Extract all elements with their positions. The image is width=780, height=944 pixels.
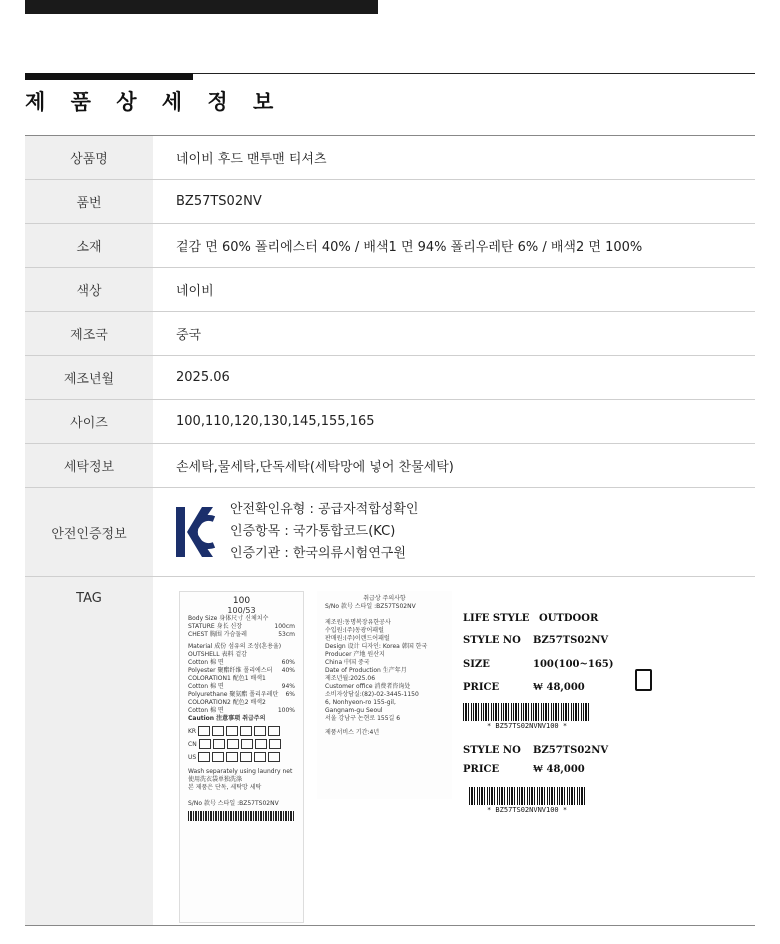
- care-symbols-cn: CN: [188, 739, 295, 749]
- row-label: 사이즈: [25, 400, 153, 444]
- row-value: BZ57TS02NV: [176, 194, 262, 209]
- table-row: [25, 356, 755, 400]
- row-value: 네이비 후드 맨투맨 티셔츠: [176, 152, 327, 167]
- row-value: 네이비: [176, 284, 214, 299]
- row-label: 안전인증정보: [25, 488, 153, 577]
- row-value: [153, 577, 755, 926]
- table-row: [25, 180, 755, 224]
- table-row: [25, 136, 755, 180]
- row-value: 100,110,120,130,145,155,165: [176, 414, 375, 429]
- kc-mark-icon: [176, 503, 216, 561]
- row-value: 겉감 면 60% 폴리에스터 40% / 배색1 면 94% 폴리우레탄 6% / 배색2 면 100%: [176, 240, 643, 255]
- table-row: [25, 444, 755, 488]
- care-symbols-us: US: [188, 752, 295, 762]
- product-image-bottom-edge: [25, 0, 378, 14]
- table-row-tag: [25, 577, 755, 926]
- row-value: [153, 488, 755, 577]
- barcode: [188, 811, 295, 821]
- safety-item: 인증항목 : 국가통합코드(KC): [230, 524, 396, 539]
- price-tag: LIFE STYLE OUTDOOR STYLE NO BZ57TS02NV SIZE 100(100~165) PRICE ₩ 48,000 * BZ57TS02NVNV100 * STYLE NO BZ57TS02NV PRICE ₩ 48,000 * BZ57TS02NVNV100 *: [463, 597, 628, 822]
- section-divider-accent: [25, 73, 193, 80]
- row-label: 품번: [25, 180, 153, 224]
- row-label: 소재: [25, 224, 153, 268]
- row-label: TAG: [25, 577, 153, 926]
- table-row: [25, 400, 755, 444]
- safety-agency: 인증기관 : 한국의류시험연구원: [230, 546, 406, 561]
- row-value: 중국: [176, 328, 202, 343]
- row-label: 상품명: [25, 136, 153, 180]
- row-label: 색상: [25, 268, 153, 312]
- care-label: 100 100/53 Body Size 身体尺寸 신체치수 STATURE 身长 신장 100cm CHEST 胸围 가슴둘레 53cm Material 成份 섬유의 조성(혼용율) OUTSHELL 表料 겉감 Cotton 棉 면 60% Polyester 聚酯纤维 폴리에스터 40% COLORATION1 配色1 배색1 Cotton 棉 면 94% Polyurethane 聚氨酯 폴리우레탄 6% COLORATION2 配色2 배색2 Cotton 棉 면 100% Caution 注意事项 취급주의 KR CN US Wash separately using laundry net 使用洗衣袋单独洗涤 본 제품은 단독, 세탁망 세탁 S/No 款号 스타일 :BZ57TS02NV: [179, 591, 304, 923]
- table-row: [25, 312, 755, 356]
- table-row: [25, 268, 755, 312]
- tag-photo: [153, 577, 755, 925]
- barcode: [469, 787, 587, 805]
- care-symbols-kr: KR: [188, 726, 295, 736]
- table-row: [25, 224, 755, 268]
- barcode: [463, 703, 591, 721]
- row-value: 손세탁,물세탁,단독세탁(세탁망에 넣어 찬물세탁): [176, 460, 454, 475]
- section-title: 제 품 상 세 정 보: [25, 90, 283, 114]
- row-value: 2025.06: [176, 370, 230, 385]
- manufacturer-label: 취급상 주의사항 S/No 款号 스타일 :BZ57TS02NV 제조원:동명복장유한공사 수입원:(주)동광어패럴 판매원:(주)이랜드어패럴 Design 设计 디자인: Korea 韩国 한국 Producer 产地 원산지 China 中国 중국 Date of Production 生产年月 제조년월:2025.06 Customer office 消费者咨询处 소비자상담실:(82)-02-3445-1150 6, Nonhyeon-ro 155-gil, Gangnam-gu Seoul 서울 강남구 논현로 155길 6 제품서비스 기간:4년: [317, 591, 452, 799]
- row-label: 제조국: [25, 312, 153, 356]
- safety-type: 안전확인유형 : 공급자적합성확인: [230, 502, 419, 517]
- row-label: 세탁정보: [25, 444, 153, 488]
- product-info-table: [25, 135, 755, 926]
- table-row-safety: [25, 488, 755, 577]
- row-label: 제조년월: [25, 356, 153, 400]
- kc-mark-icon: [635, 669, 652, 691]
